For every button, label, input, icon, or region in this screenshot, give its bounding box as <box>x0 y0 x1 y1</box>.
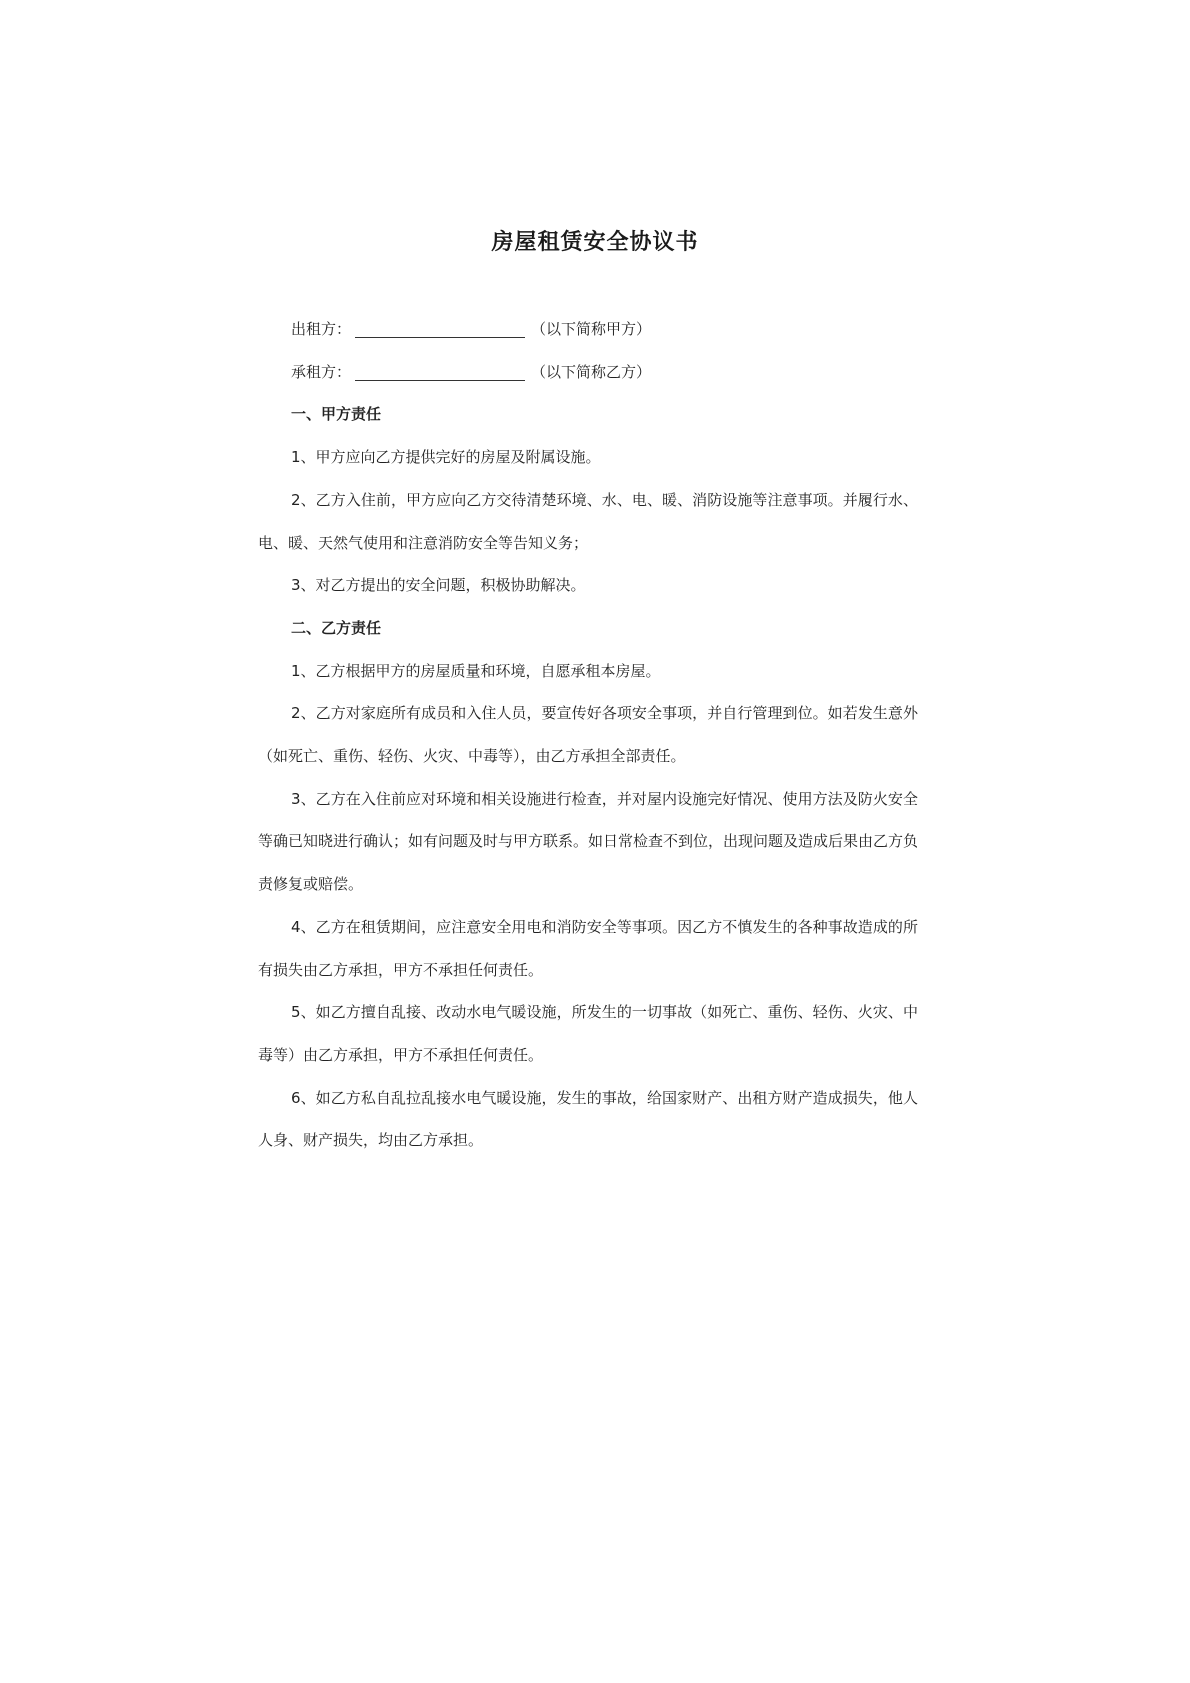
section-heading-lessee-duties: 二、乙方责任 <box>291 618 382 637</box>
clause-paragraph: 4、乙方在租赁期间，应注意安全用电和消防安全等事项。因乙方不慎发生的各种事故造成的所有损失由乙方承担，甲方不承担任何责任。 <box>258 917 918 979</box>
clause-paragraph: 2、乙方对家庭所有成员和入住人员，要宣传好各项安全事项，并自行管理到位。如若发生意外（如死亡、重伤、轻伤、火灾、中毒等），由乙方承担全部责任。 <box>258 704 918 766</box>
lessor-note: （以下简称甲方） <box>531 320 652 338</box>
clause-paragraph: 1、甲方应向乙方提供完好的房屋及附属设施。 <box>291 448 601 467</box>
lessee-label: 承租方： <box>291 362 352 381</box>
clause-paragraph: 3、乙方在入住前应对环境和相关设施进行检查，并对屋内设施完好情况、使用方法及防火安全等确已知晓进行确认；如有问题及时与甲方联系。如日常检查不到位，出现问题及造成后果由乙方负责修复或赔偿。 <box>258 789 919 894</box>
lessee-name-blank <box>355 358 525 381</box>
clause-paragraph: 6、如乙方私自乱拉乱接水电气暖设施，发生的事故，给国家财产、出租方财产造成损失，他人人身、财产损失，均由乙方承担。 <box>258 1088 918 1150</box>
document-title: 房屋租赁安全协议书 <box>491 230 699 255</box>
lessor-line <box>258 308 918 351</box>
document-body <box>258 308 918 1162</box>
clause-paragraph: 1、乙方根据甲方的房屋质量和环境，自愿承租本房屋。 <box>291 661 661 680</box>
lessor-name-blank <box>355 315 525 338</box>
clause-paragraph: 5、如乙方擅自乱接、改动水电气暖设施，所发生的一切事故（如死亡、重伤、轻伤、火灾、中毒等）由乙方承担，甲方不承担任何责任。 <box>258 1003 918 1064</box>
clause-paragraph: 2、乙方入住前，甲方应向乙方交待清楚环境、水、电、暖、消防设施等注意事项。并履行水、电、暖、天然气使用和注意消防安全等告知义务； <box>258 490 918 552</box>
lessee-line <box>258 351 918 394</box>
lessee-note: （以下简称乙方） <box>531 362 652 381</box>
section-heading-lessor-duties: 一、甲方责任 <box>291 405 382 424</box>
lessor-label: 出租方： <box>291 320 352 338</box>
clause-paragraph: 3、对乙方提出的安全问题，积极协助解决。 <box>291 576 586 595</box>
